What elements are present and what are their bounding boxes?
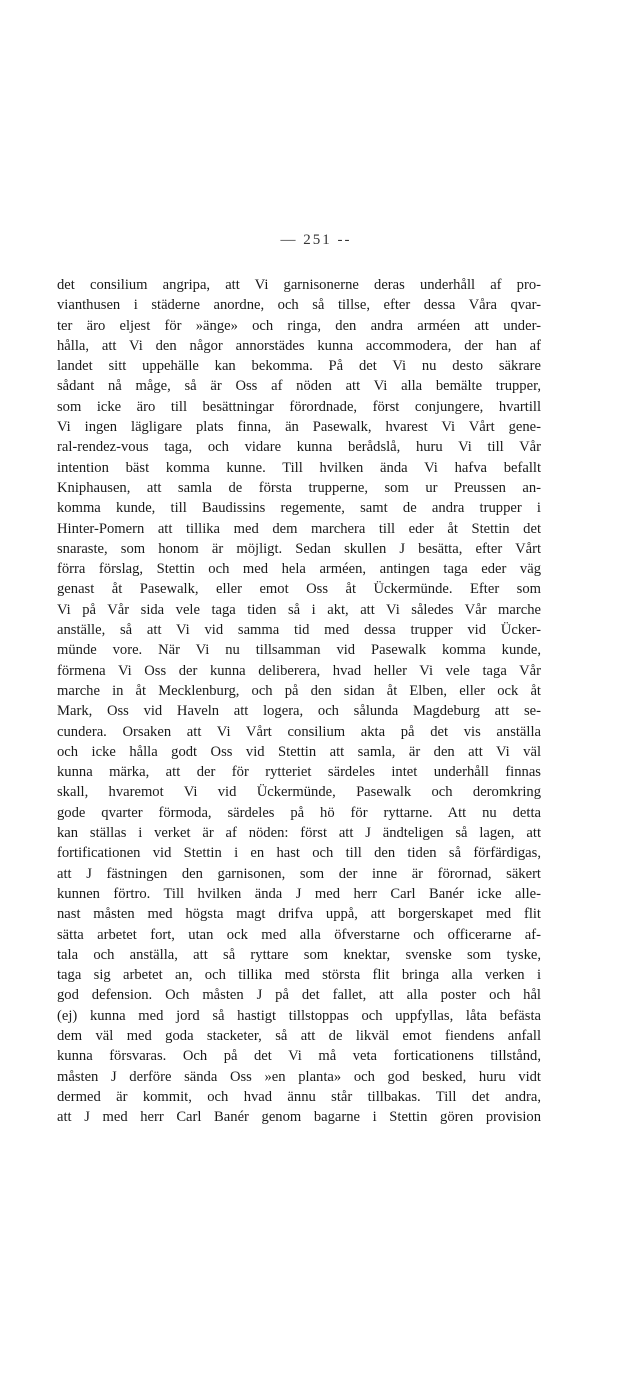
text-line-35: taga sig arbetet an, och tillika med största flit bringa alla verken i xyxy=(57,967,541,984)
text-line-34: tala och anställa, att så ryttare som knektar, svenske som tyske, xyxy=(57,946,541,963)
text-line-42: att J med herr Carl Banér genom bagarne i Stettin gören provision xyxy=(57,1109,541,1126)
text-line-8: Vi ingen lägligare plats finna, än Pasewalk, hvarest Vi Vårt gene- xyxy=(57,419,541,436)
text-line-31: kunnen förtro. Till hvilken ända J med herr Carl Banér icke alle- xyxy=(57,885,541,902)
text-line-27: gode qvarter förmoda, särdeles på hö för ryttarne. Att nu detta xyxy=(57,804,541,821)
text-line-15: förra förslag, Stettin och med hela arméen, antingen taga eder väg xyxy=(57,561,541,578)
text-line-40: måsten J derföre sända Oss »en planta» och god besked, huru vidt xyxy=(57,1068,541,1085)
text-line-4: hålla, att Vi den någor annorstädes kunna accommodera, der han af xyxy=(57,337,541,354)
text-line-20: förmena Vi Oss der kunna deliberera, hvad heller Vi vele taga Vår xyxy=(57,662,541,679)
text-line-30: att J fästningen den garnisonen, som der inne är förornad, säkert xyxy=(57,865,541,882)
text-line-33: sätta arbetet fort, utan ock med alla öfverstarne och officerarne af- xyxy=(57,926,541,943)
text-line-25: kunna märka, att der för rytteriet särdeles intet underhåll finnas xyxy=(57,764,541,781)
text-line-29: fortificationen vid Stettin i en hast och till den tiden så förfärdigas, xyxy=(57,845,541,862)
text-line-14: snaraste, som honom är möjligt. Sedan skullen J besätta, efter Vårt xyxy=(57,540,541,557)
text-line-21: marche in åt Mecklenburg, och på den sidan åt Elben, eller ock åt xyxy=(57,682,541,699)
text-line-16: genast åt Pasewalk, eller emot Oss åt Ückermünde. Efter som xyxy=(57,581,541,598)
text-line-26: skall, hvaremot Vi vid Ückermünde, Pasewalk och deromkring xyxy=(57,784,541,801)
text-line-41: dermed är kommit, och hvad ännu står tillbakas. Till det andra, xyxy=(57,1088,541,1105)
text-line-6: sådant nå måge, så är Oss af nöden att Vi alla bemälte trupper, xyxy=(57,378,541,395)
text-line-17: Vi på Vår sida vele taga tiden så i akt, att Vi således Vår marche xyxy=(57,601,541,618)
text-line-24: och icke hålla godt Oss vid Stettin att samla, är den att Vi väl xyxy=(57,743,541,760)
text-line-19: münde vore. När Vi nu tillsamman vid Pasewalk komma kunde, xyxy=(57,642,541,659)
text-line-5: landet sitt uppehälle kan bekomma. På det Vi nu desto säkrare xyxy=(57,358,541,375)
text-line-28: kan ställas i verket är af nöden: först att J ändteligen så lagen, att xyxy=(57,825,541,842)
text-line-22: Mark, Oss vid Haveln att logera, och sålunda Magdeburg att se- xyxy=(57,703,541,720)
text-line-7: som icke äro till besättningar förordnade, först conjungere, hvartill xyxy=(57,398,541,415)
text-line-13: Hinter-Pomern att tillika med dem marchera till eder åt Stettin det xyxy=(57,520,541,537)
text-line-32: nast måsten med högsta magt drifva uppå, att borgerskapet med flit xyxy=(57,906,541,923)
text-line-18: anställe, så att Vi vid samma tid med dessa trupper vid Ücker- xyxy=(57,622,541,639)
text-line-10: intention bäst komma kunne. Till hvilken ända Vi hafva befallt xyxy=(57,459,541,476)
text-line-38: dem väl med goda stacketer, så att de likväl emot fiendens anfall xyxy=(57,1027,541,1044)
page-number: — 251 -- xyxy=(280,232,352,248)
text-line-11: Kniphausen, att samla de första trupperne, som ur Preussen an- xyxy=(57,479,541,496)
text-line-2: vianthusen i städerne anordne, och så tillse, efter dessa Våra qvar- xyxy=(57,297,541,314)
text-line-39: kunna försvaras. Och på det Vi må veta forticationens tillstånd, xyxy=(57,1048,541,1065)
text-line-36: god defension. Och måsten J på det fallet, att alla poster och hål xyxy=(57,987,541,1004)
text-line-12: komma kunde, till Baudissins regemente, samt de andra trupper i xyxy=(57,500,541,517)
text-line-9: ral-rendez-vous taga, och vidare kunna berådslå, huru Vi till Vår xyxy=(57,439,541,456)
text-line-3: ter äro eljest för »änge» och ringa, den andra arméen att under- xyxy=(57,317,541,334)
text-line-23: cundera. Orsaken att Vi Vårt consilium akta på det vis anställa xyxy=(57,723,541,740)
body-text xyxy=(57,275,541,1127)
text-line-37: (ej) kunna med jord så hastigt tillstoppas och uppfyllas, låta befästa xyxy=(57,1007,541,1024)
text-line-1: det consilium angripa, att Vi garnisonerne deras underhåll af pro- xyxy=(57,277,541,293)
